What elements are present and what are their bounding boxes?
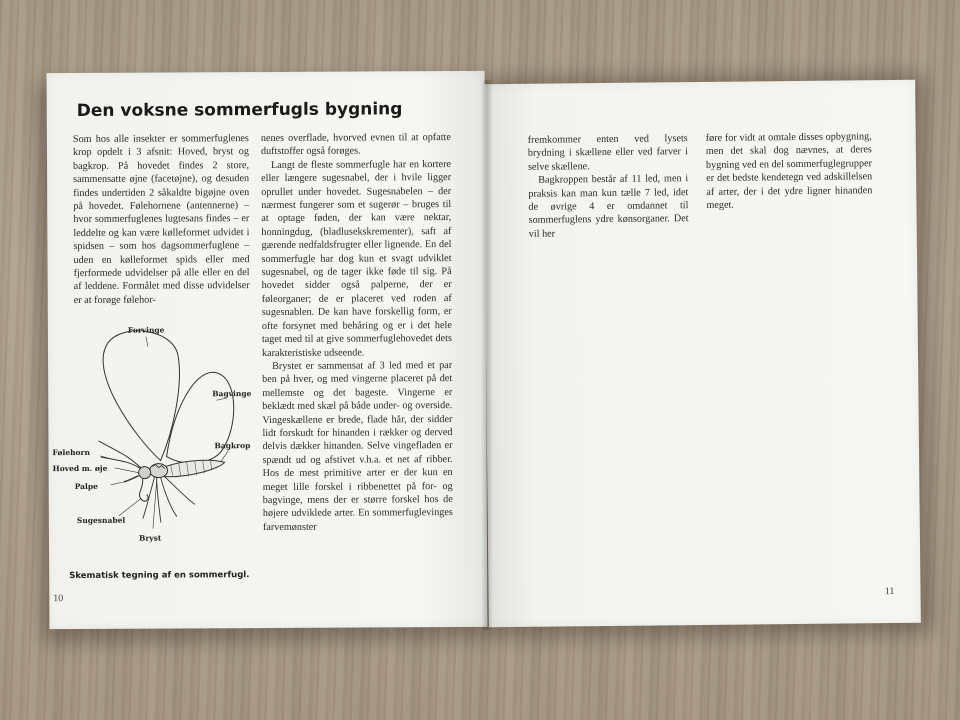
book-gutter <box>481 80 493 630</box>
label-forvinge: Forvinge <box>127 325 165 335</box>
leader-line <box>216 398 226 400</box>
paragraph: Brystet er sammensat af 3 led med et par ben på hver, og med vingerne placeret på det mellemste og det bageste. Vingerne er beklædt med skæl på både under- og overside. Vingeskællene er brede, flade hår, der sidder lidt forskudt for hinanden i rækker og derved delvis dækker hinanden. Selve vingefladen er spændt ud og afstivet v.h.a. et net af ribber. Hos de mest primitive arter er der kun en meget lille forskel i ribbenettet på for- og bagvinge, mens der er større forskel hos de højere udviklede arter. En sommerfuglevinges farvemønster <box>262 359 453 533</box>
figure-caption: Skematisk tegning af en sommerfugl. <box>69 570 250 582</box>
label-palpe: Palpe <box>74 481 98 492</box>
paragraph: Som hos alle insekter er sommerfuglenes krop opdelt i 3 afsnit: Hoved, bryst og bagkrop. På hovedet findes 2 store, sammensatte øjne (facetøjne), og desuden findes undertiden 2 såkaldte bigøjne oven på hovedet. Følehornene (antennerne) – hvor sommerfuglenes lugtesans findes – er leddelte og kan være kølleformet udvidet i spidsen – som hos dagsommerfuglene – uden en kølleformet spids eller med fjerformede udvidelser på alle eller en del af leddene. Formålet med disse udvidelser er at forøge følehor- <box>72 133 250 306</box>
leader-line <box>146 337 148 347</box>
paragraph: fremkommer enten ved lysets brydning i skællene eller ved farver i selve skællene. <box>527 133 688 173</box>
paragraph: Langt de fleste sommerfugle har en kortere eller længere sugesnabel, der i hvile ligger oprullet under hovedet. Sugesnabelen – der nærmest fungerer som et sugerør – bruges til at optage føden, der kan være nektar, honningdug, (bladlusekskrementer), saft af gærende nedfaldsfrugter eller lignende. En del sommerfugle har dog kun et svagt udviklet sugesnabel, og de tager ikke føde til sig. På hovedet sidder også palperne, der er føleorganer; de er placeret ved roden af sugesnablen. De kan have forskellig form, er ofte forsynet med behåring og er i det hele taget med til at give sommerfuglehovedet dets karakteristiske udseende. <box>261 158 452 359</box>
thorax-shape <box>150 464 168 478</box>
leader-line <box>111 482 125 485</box>
paragraph: føre for vidt at omtale disses opbygning, men det skal dog nævnes, at deres bygning ved en del sommerfuglegrupper er det bedste kendetegn ved adskillelsen af arter, der i det ydre ligner hinanden meget. <box>705 131 873 211</box>
leader-line <box>153 481 157 529</box>
paragraph: nenes overflade, hvorved evnen til at opfatte duftstoffer også forøges. <box>260 132 451 158</box>
label-hoved-oje: Hoved m. øje <box>52 463 108 474</box>
page-number: 10 <box>53 593 64 605</box>
label-bagvinge: Bagvinge <box>212 389 252 399</box>
right-column-2 <box>706 130 873 212</box>
right-page <box>483 80 921 627</box>
right-column-1 <box>528 132 689 241</box>
left-column-2 <box>261 131 453 534</box>
butterfly-diagram <box>48 310 259 551</box>
left-page <box>47 71 488 629</box>
proboscis-shape <box>139 479 148 502</box>
page-number: 11 <box>884 585 895 598</box>
leader-line <box>119 499 141 516</box>
leader-line <box>115 468 139 473</box>
abdomen-shape <box>161 460 225 477</box>
label-bryst: Bryst <box>138 533 162 543</box>
palp-shape <box>124 476 139 482</box>
label-sugesnabel: Sugesnabel <box>76 515 126 525</box>
label-folehorn: Følehorn <box>52 447 90 458</box>
paragraph: Bagkroppen består af 11 led, men i praksis kan man kun tælle 7 led, idet de øvrige 4 er omdannet til sommerfuglens ydre kønsorganer. Det vil her <box>528 173 689 240</box>
left-column-1 <box>73 132 250 307</box>
page-heading: Den voksne sommerfugls bygning <box>76 99 403 121</box>
label-bagkrop: Bagkrop <box>214 441 251 451</box>
forewing-shape <box>103 331 180 461</box>
leader-line <box>221 450 229 462</box>
legs-shape <box>143 476 195 522</box>
